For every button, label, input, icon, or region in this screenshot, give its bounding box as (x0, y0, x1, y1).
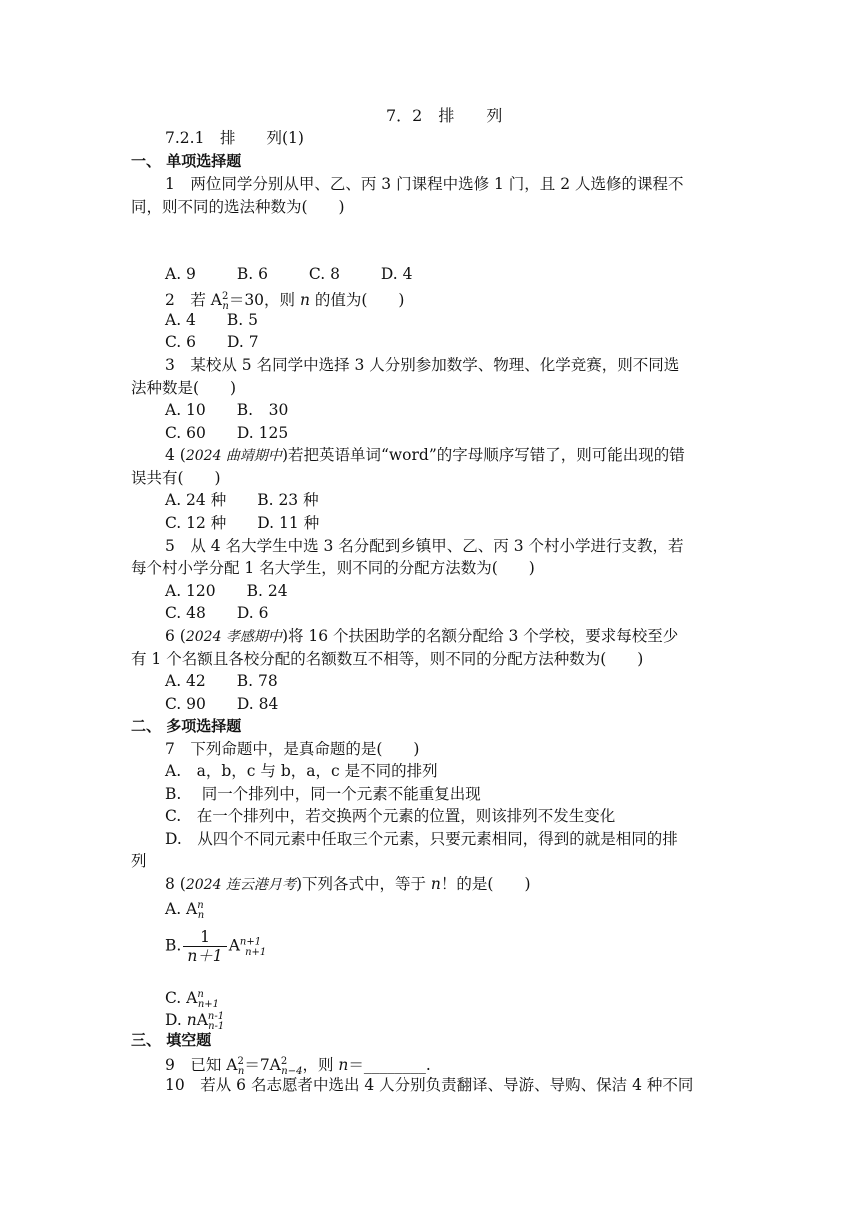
q8-b-numerator: 1 (200, 928, 210, 946)
q5-options-cd: C. 48 D. 6 (165, 604, 269, 622)
section-heading-fill-blank: 三、 填空题 (131, 1031, 212, 1049)
q8-d-sub: n-1 (208, 1021, 225, 1033)
q8-text-end: ！的是( ) (440, 875, 531, 893)
q4-text: )若把英语单词“word”的字母顺序写错了，则可能出现的错 (281, 446, 685, 464)
q1-stem-line2: 同，则不同的选法种数为( ) (131, 198, 345, 216)
q6-text: )将 16 个扶困助学的名额分配给 3 个学校，要求每校至少 (281, 627, 679, 645)
q4-stem-line1 (165, 445, 685, 466)
q3-options-ab: A. 10 B. 30 (165, 401, 289, 419)
q8-source: 2024 连云港月考 (185, 877, 296, 893)
q1-options (165, 264, 412, 284)
q4-options-ab: A. 24 种 B. 23 种 (165, 491, 319, 509)
q10-stem-line1: 10 若从 6 名志愿者中选出 4 人分别负责翻译、导游、导购、保洁 4 种不同 (165, 1076, 694, 1094)
q8-b-denominator: n＋1 (183, 946, 226, 965)
q5-stem-line1: 5 从 4 名大学生中选 3 名分配到乡镇甲、乙、丙 3 个村小学进行支教，若 (165, 537, 684, 555)
q8-option-b (165, 928, 266, 965)
q8-c-sup: n (197, 989, 204, 1000)
q8-d-a: A (196, 1011, 208, 1030)
q8-stem (165, 874, 531, 895)
q9-answer-blank[interactable]: ＝________. (348, 1056, 431, 1075)
q1-option-d: D. 4 (380, 265, 413, 283)
q8-text: )下列各式中，等于 (295, 875, 431, 893)
q6-options-ab: A. 42 B. 78 (165, 672, 278, 690)
q4-number: 4 ( (165, 446, 186, 464)
q6-source: 2024 孝感期中 (185, 629, 282, 645)
q6-number: 6 ( (165, 627, 186, 645)
q2-text: 2 若 A (165, 291, 222, 310)
q8-a-text: A. A (165, 900, 198, 919)
q9-sub1: n (237, 1066, 245, 1078)
q8-c-text: C. A (165, 989, 198, 1008)
q8-var: n (430, 875, 441, 893)
q8-b-text: B. (165, 936, 182, 955)
q8-d-text: D. (165, 1011, 187, 1030)
q7-option-b: B. 同一个排列中，同一个元素不能重复出现 (165, 785, 481, 803)
q7-option-a: A. a，b，c 与 b，a，c 是不同的排列 (165, 762, 438, 780)
q8-option-a (165, 896, 204, 926)
q2-var: n (299, 291, 310, 310)
q8-d-var: n (186, 1011, 197, 1030)
q9-sub2: n−4 (281, 1066, 303, 1078)
q9-sup2: 2 (280, 1056, 288, 1067)
subsection-title: 7.2.1 排 列(1) (165, 129, 304, 147)
q8-number: 8 ( (165, 875, 186, 893)
q2-options-cd: C. 6 D. 7 (165, 333, 259, 351)
q6-options-cd: C. 90 D. 84 (165, 695, 279, 713)
q2-options-ab: A. 4 B. 5 (165, 311, 259, 329)
q9-text: 9 已知 A (165, 1056, 238, 1075)
q3-options-cd: C. 60 D. 125 (165, 424, 289, 442)
q2-text-post: 的值为( ) (309, 291, 405, 310)
q8-b-fraction (183, 928, 226, 965)
q9-var: n (338, 1056, 349, 1075)
q8-a-sub: n (197, 910, 205, 922)
section-heading-single-choice: 一、 单项选择题 (131, 152, 242, 170)
q8-a-sup: n (197, 900, 204, 911)
q7-option-c: C. 在一个排列中，若交换两个元素的位置，则该排列不发生变化 (165, 807, 616, 825)
q2-sup: 2 (221, 291, 229, 302)
q1-option-c: C. 8 (308, 265, 340, 283)
q6-stem-line1 (165, 626, 678, 647)
q9-text-post: ，则 (302, 1056, 339, 1075)
q8-b-sub: n+1 (245, 946, 267, 958)
q8-d-sup: n-1 (207, 1011, 225, 1022)
q3-stem-line2: 法种数是( ) (131, 379, 237, 397)
q2-sub: n (222, 301, 229, 313)
q7-option-d-line1: D. 从四个不同元素中任取三个元素，只要元素相同，得到的就是相同的排 (165, 830, 678, 848)
q8-b-sup: n+1 (239, 936, 262, 948)
q5-options-ab: A. 120 B. 24 (165, 582, 288, 600)
q4-source: 2024 曲靖期中 (185, 448, 282, 464)
q9-text-mid: ＝7A (244, 1056, 281, 1075)
page-title: 7．2 排 列 (386, 106, 503, 125)
q4-stem-line2: 误共有( ) (131, 469, 221, 487)
q3-stem-line1: 3 某校从 5 名同学中选择 3 人分别参加数学、物理、化学竞赛，则不同选 (165, 356, 680, 374)
section-heading-multi-choice: 二、 多项选择题 (131, 717, 242, 735)
q4-options-cd: C. 12 种 D. 11 种 (165, 514, 320, 532)
q8-b-a: A (228, 936, 240, 955)
q8-c-sub: n+1 (197, 999, 219, 1011)
q5-stem-line2: 每个村小学分配 1 名大学生，则不同的分配方法数为( ) (131, 559, 535, 577)
q1-option-a: A. 9 (165, 265, 196, 283)
q2-text-mid: ＝30，则 (228, 291, 300, 310)
q7-stem: 7 下列命题中，是真命题的是( ) (165, 740, 420, 758)
q9-sup1: 2 (237, 1056, 244, 1067)
q6-stem-line2: 有 1 个名额且各校分配的名额数互不相等，则不同的分配方法种数为( ) (131, 650, 644, 668)
q1-option-b: B. 6 (236, 265, 268, 283)
q1-stem-line1: 1 两位同学分别从甲、乙、丙 3 门课程中选修 1 门，且 2 人选修的课程不 (165, 175, 684, 193)
q7-option-d-line2: 列 (131, 852, 147, 870)
